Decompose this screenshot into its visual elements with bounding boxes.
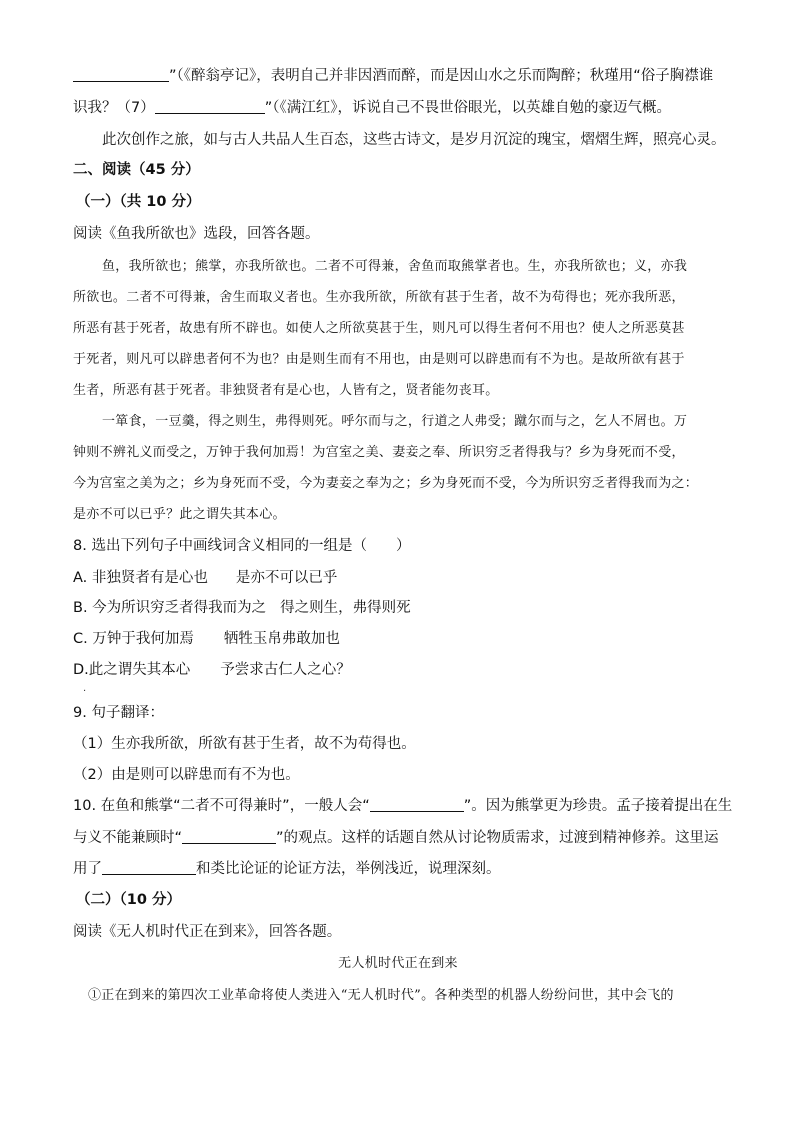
part-1-title: （一）（共 10 分）: [76, 194, 201, 210]
classical-text-line: 钟则不辨礼义而受之，万钟于我何加焉！为宫室之美、妻妾之奉、所识穷乏者得我与？乡为身死而不受，: [73, 445, 685, 460]
option-left: B. 今为所识穷乏者得我而为之: [73, 600, 267, 616]
classical-text-line: 生者，所恶有甚于死者。非独贤者有是心也，人皆有之，贤者能勿丧耳。: [73, 383, 499, 398]
article-paragraph-1: ①正在到来的第四次工业革命将使人类进入“无人机时代”。各种类型的机器人纷纷问世，其中会飞的: [88, 988, 674, 1003]
classical-text-line: 今为宫室之美为之；乡为身死而不受，今为妻妾之奉为之；乡为身死而不受，今为所识穷乏者得我而为之：: [73, 476, 699, 491]
section-2-title: 二、阅读（45 分）: [73, 162, 200, 178]
option-left: C. 万钟于我何加焉: [73, 631, 194, 647]
question-10-line-1: [73, 796, 733, 816]
part-2-title: （二）（10 分）: [76, 892, 181, 908]
q10-text: 用了: [73, 861, 102, 877]
answer-blank-q10-2[interactable]: [182, 829, 276, 844]
question-10-line-2: [73, 828, 733, 848]
question-10-line-3: [73, 859, 733, 879]
question-8-stem: 8. 选出下列句子中画线词含义相同的一组是（ ）: [73, 538, 411, 554]
stray-dot: ·: [83, 686, 87, 697]
option-right: 牺牲玉帛弗敢加也: [223, 631, 340, 647]
part-1-instruction: 阅读《鱼我所欲也》选段，回答各题。: [73, 226, 320, 242]
part-2-instruction: 阅读《无人机时代正在到来》，回答各题。: [73, 924, 342, 940]
classical-text-line: 一箪食，一豆羹，得之则生，弗得则死。呼尔而与之，行道之人弗受；蹴尔而与之，乞人不屑也。万: [102, 414, 688, 429]
option-left: D.此之谓失其本心: [73, 662, 191, 678]
answer-blank-q10-3[interactable]: [102, 860, 196, 875]
intro-line-2-b: ”（《满江红》，诉说自己不畏世俗眼光，以英雄自勉的豪迈气概。: [264, 100, 671, 116]
intro-line-1: [73, 66, 733, 86]
answer-blank-q10-1[interactable]: [370, 797, 464, 812]
classical-text-line: 所恶有甚于死者，故患有所不辟也。如使人之所欲莫甚于生，则凡可以得生者何不用也？使人之所恶莫甚: [73, 321, 685, 336]
q10-text: ”的观点。这样的话题自然从讨论物质需求，过渡到精神修养。这里运: [276, 830, 719, 846]
q10-text: 和类比论证的论证方法，举例浅近，说理深刻。: [196, 861, 501, 877]
intro-line-2-a: 识我？（7）: [73, 100, 155, 116]
answer-blank-6[interactable]: [73, 67, 169, 82]
option-right: 予尝求古仁人之心？: [220, 662, 351, 678]
question-8-option-c[interactable]: [73, 629, 733, 649]
intro-line-1-text: ”（《醉翁亭记》，表明自己并非因酒而醉，而是因山水之乐而陶醉；秋瑾用“俗子胸襟谁: [169, 68, 714, 84]
question-8-option-a[interactable]: [73, 568, 733, 588]
answer-blank-7[interactable]: [155, 99, 265, 114]
question-9-stem: 9. 句子翻译：: [73, 705, 164, 721]
q10-text: ”。因为熊掌更为珍贵。孟子接着提出在生: [463, 798, 733, 814]
classical-text-line: 是亦不可以已乎？此之谓失其本心。: [73, 507, 286, 522]
option-left: A. 非独贤者有是心也: [73, 570, 208, 586]
option-right: 是亦不可以已乎: [235, 570, 338, 586]
q10-text: 10. 在鱼和熊掌“二者不可得兼时”，一般人会“: [73, 798, 370, 814]
intro-line-2: [73, 98, 733, 118]
classical-text-line: 所欲也。二者不可得兼，舍生而取义者也。生亦我所欲，所欲有甚于生者，故不为苟得也；死亦我所恶，: [73, 290, 685, 305]
q10-text: 与义不能兼顾时“: [73, 830, 183, 846]
article-title: 无人机时代正在到来: [338, 956, 458, 971]
question-8-option-b[interactable]: [73, 598, 733, 618]
classical-text-line: 于死者，则凡可以辟患者何不为也？由是则生而有不用也，由是则可以辟患而有不为也。是故所欲有甚于: [73, 352, 685, 367]
intro-line-3: 此次创作之旅，如与古人共品人生百态，这些古诗文，是岁月沉淀的瑰宝，熠熠生辉，照亮心灵。: [102, 132, 726, 148]
option-right: 得之则生，弗得则死: [280, 600, 411, 616]
question-9-item-1: （1）生亦我所欲，所欲有甚于生者，故不为苟得也。: [73, 736, 416, 752]
classical-text-line: 鱼，我所欲也；熊掌，亦我所欲也。二者不可得兼，舍鱼而取熊掌者也。生，亦我所欲也；义，亦我: [102, 259, 688, 274]
question-8-option-d[interactable]: [73, 660, 733, 680]
question-9-item-2: （2）由是则可以辟患而有不为也。: [73, 767, 300, 783]
